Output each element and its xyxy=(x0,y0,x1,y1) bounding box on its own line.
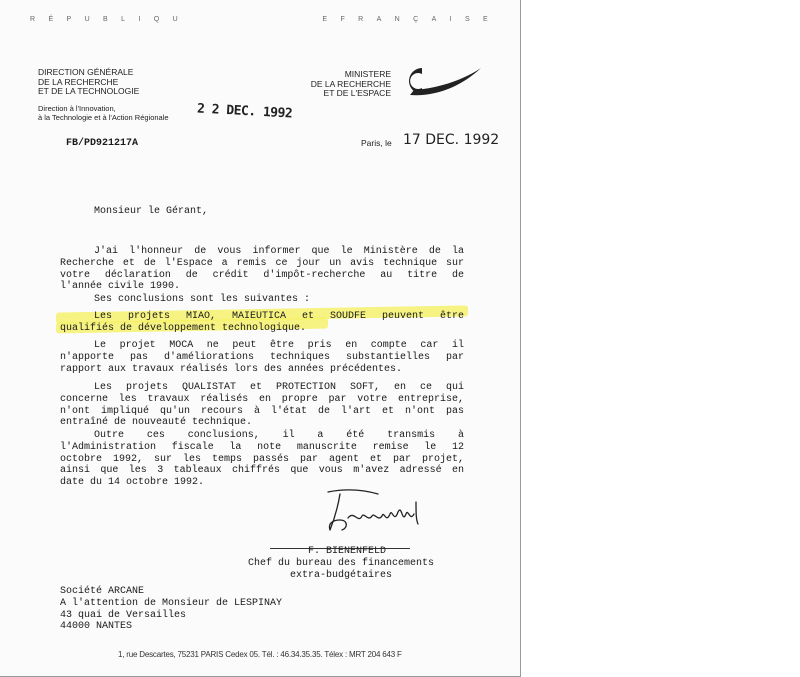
paragraph-line: entraîné de nouveauté technique. xyxy=(60,417,253,429)
header-gap xyxy=(191,16,311,23)
header-letter: S xyxy=(464,16,472,23)
paragraph-line: Le projet MOCA ne peut être pris en compte car il xyxy=(94,340,464,351)
ministere-line: ET DE L'ESPACE xyxy=(323,88,391,98)
header-letter: B xyxy=(103,16,110,23)
header-letter: E xyxy=(483,16,490,23)
handwritten-signature xyxy=(318,484,428,534)
direction-line: ET DE LA TECHNOLOGIE xyxy=(38,86,140,96)
header-letter: R xyxy=(358,16,366,23)
paragraph-line: concerne les travaux réalisés en propre par votre entreprise, xyxy=(60,393,464,405)
paragraph-line: qualifiés de développement technologique. xyxy=(60,322,307,334)
subdirection-line: Direction à l'Innovation, xyxy=(38,104,116,113)
direction-line: DE LA RECHERCHE xyxy=(38,76,119,87)
letter-reference: FB/PD921217A xyxy=(66,138,139,149)
signatory-title: Chef du bureau des financements xyxy=(248,558,435,569)
paragraph-notification xyxy=(60,246,464,293)
recipient-address xyxy=(60,586,282,633)
paragraph-line: octobre 1992, sur les temps passés par agent et par projet, xyxy=(60,453,464,465)
paragraph-line: l'Administration fiscale la note manuscrite remise le 12 xyxy=(60,441,464,453)
header-letter: Q xyxy=(153,16,162,23)
subdirection-block xyxy=(38,104,169,122)
ministere-line: MINISTERE xyxy=(344,69,391,79)
header-letter: Ç xyxy=(413,16,421,23)
date-label: Paris, le xyxy=(361,138,392,148)
address-line: 43 quai de Versailles xyxy=(60,609,187,621)
direction-block xyxy=(38,68,139,97)
ministere-block xyxy=(307,70,391,99)
signatory-title: extra-budgétaires xyxy=(290,570,393,581)
paragraph-qualistat xyxy=(60,382,464,429)
paragraph-line: l'année civile 1990. xyxy=(60,281,181,293)
header-letter: F xyxy=(340,16,347,23)
header-letter: E xyxy=(322,16,330,23)
signatory-name: F. BIENENFELD xyxy=(308,546,387,557)
paragraph-moca xyxy=(60,340,464,375)
paragraph-line: n'apporte pas d'améliorations techniques substantielles par xyxy=(60,351,464,363)
header-letter: I xyxy=(138,16,143,23)
header-letter: P xyxy=(66,16,74,23)
paragraph-transmission xyxy=(60,430,464,489)
address-line: Société ARCANE xyxy=(60,586,145,597)
date-stamp: 17 DEC. 1992 xyxy=(403,132,500,148)
received-date-stamp: 2 2 DEC. 1992 xyxy=(196,101,293,122)
direction-line: DIRECTION GÉNÉRALE xyxy=(38,67,134,77)
ministry-logo-icon xyxy=(396,64,482,98)
header-letter: É xyxy=(48,16,56,23)
paragraph-line: Recherche et de l'Espace a remis ce jour un avis technique sur xyxy=(60,257,464,269)
paragraph-line: Les projets MIAO, MAIEUTICA et SOUDFE peuvent être xyxy=(94,311,464,322)
republique-francaise-header xyxy=(30,16,490,23)
paragraph-conclusions-intro: Ses conclusions sont les suivantes : xyxy=(94,294,311,305)
header-letter: L xyxy=(121,16,127,23)
paragraph-line: Les projets QUALISTAT et PROTECTION SOFT, en ce qui xyxy=(94,382,464,393)
subdirection-line: à la Technologie et à l'Action Régionale xyxy=(38,113,169,122)
paragraph-qualified-projects xyxy=(60,311,464,335)
header-letter: N xyxy=(394,16,402,23)
letterhead-footer: 1, rue Descartes, 75231 PARIS Cedex 05. Tél. : 46.34.35.35. Télex : MRT 204 643 F xyxy=(118,650,402,659)
paragraph-line: date du 14 octobre 1992. xyxy=(60,477,205,489)
header-letter: A xyxy=(431,16,439,23)
address-line: 44000 NANTES xyxy=(60,621,133,633)
paragraph-line: ainsi que les 3 tableaux chiffrés que vous m'avez adressé en xyxy=(60,465,464,477)
salutation: Monsieur le Gérant, xyxy=(94,206,209,217)
address-line: A l'attention de Monsieur de LESPINAY xyxy=(60,597,283,609)
ministere-line: DE LA RECHERCHE xyxy=(310,78,391,89)
paragraph-line: Outre ces conclusions, il a été transmis à xyxy=(94,430,464,441)
paragraph-line: n'ont impliqué qu'un recours à l'état de l'art et n'ont pas xyxy=(60,405,464,417)
header-letter: U xyxy=(172,16,180,23)
header-letter: A xyxy=(376,16,384,23)
paragraph-line: rapport aux travaux réalisés lors des années précédentes. xyxy=(60,363,403,375)
header-letter: U xyxy=(84,16,92,23)
header-letter: I xyxy=(449,16,454,23)
paragraph-line: votre déclaration de crédit d'impôt-recherche au titre de xyxy=(60,269,464,281)
header-letter: R xyxy=(30,16,38,23)
paragraph-line: J'ai l'honneur de vous informer que le Ministère de la xyxy=(94,246,464,257)
